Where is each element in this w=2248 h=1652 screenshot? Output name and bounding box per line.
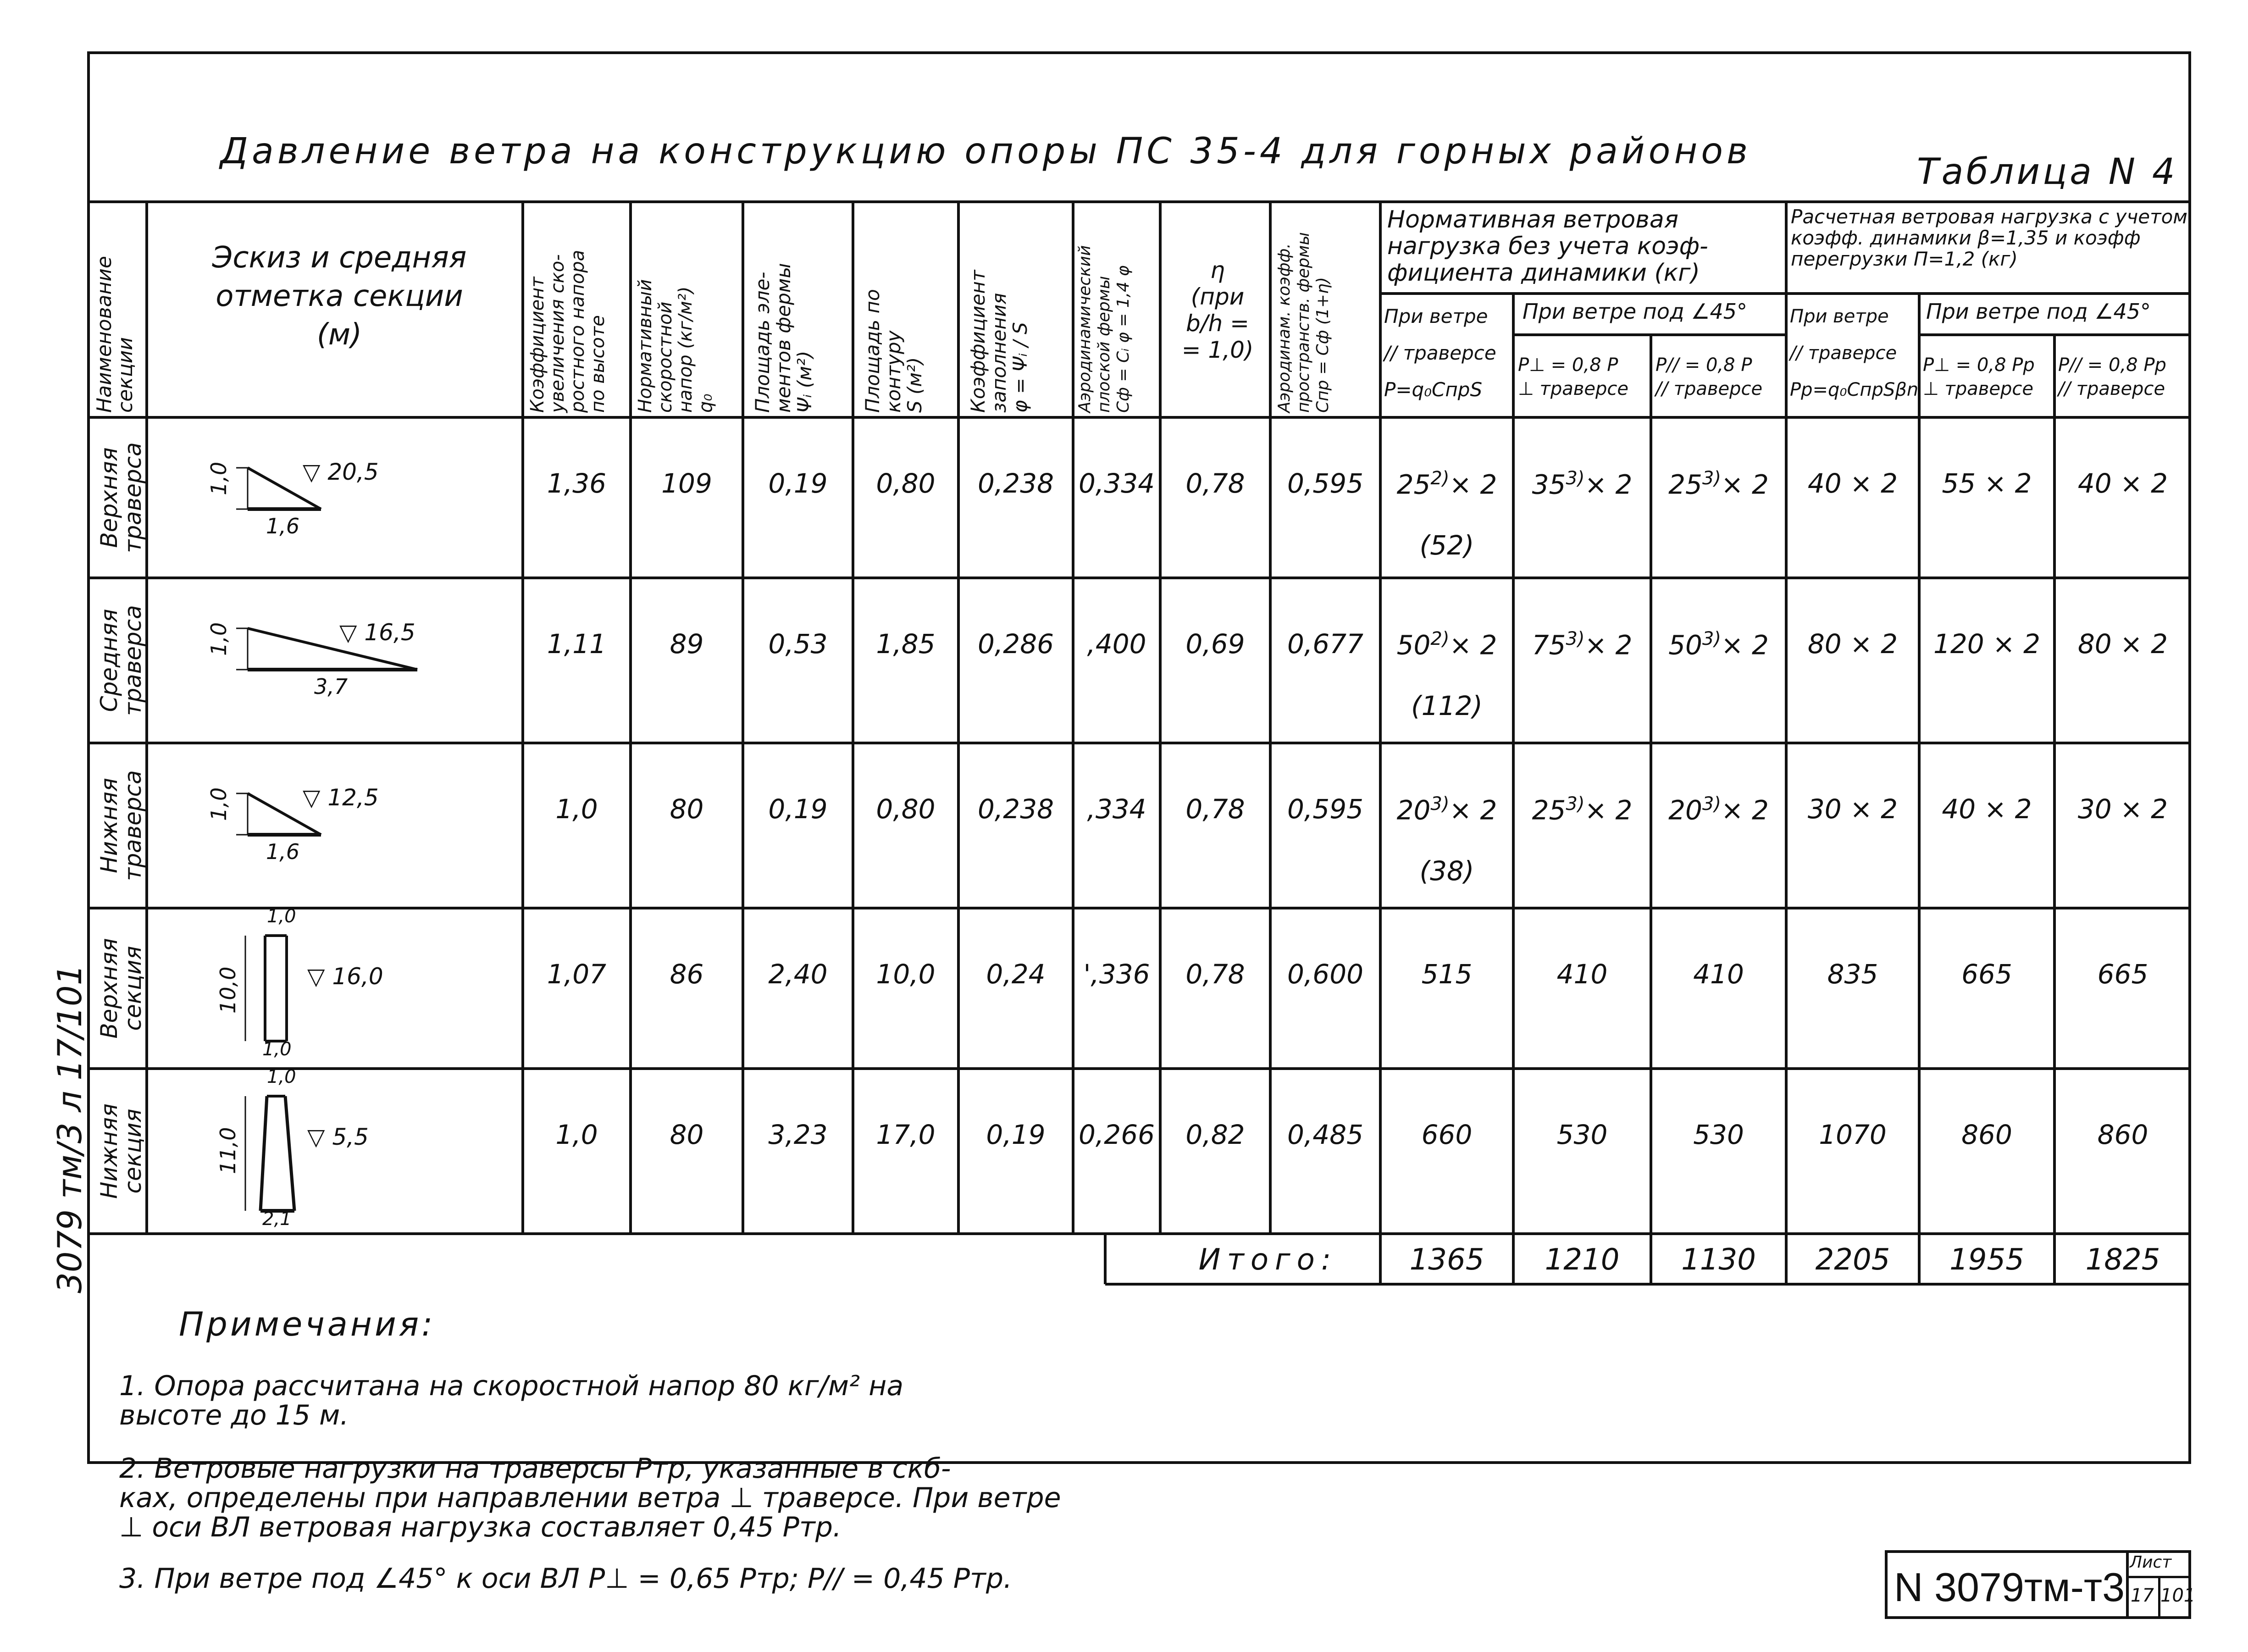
sketch-mark: ▽ 16,0 [307,963,383,990]
totals-label: Итого: [1198,1243,1338,1277]
sketch-width: 1,6 [266,839,300,864]
page-title: Давление ветра на конструкцию опоры ПС 35-4 для горных районов [220,131,1752,172]
sketch-mark: ▽ 20,5 [303,459,379,485]
load-multiplier: × 2 [1721,469,1769,500]
row-calc-load: 835 [1827,959,1878,990]
row-calc-load: 40 × 2 [2077,468,2168,499]
load-multiplier: × 2 [1721,629,1769,661]
row-value: 1,36 [547,468,607,499]
header-normative-group: Нормативная ветровая нагрузка без учета коэф-фициента динамики (кг) [1387,206,1708,287]
header-element-area: Площадь эле- ментов фермы Ψᵢ (м²) [751,263,816,413]
load-value: 20 [1668,794,1702,826]
side-label: 3079 тм/3 л 17/101 [50,964,89,1293]
section-sketch [147,578,523,743]
header-space-truss-coeff: Аэродинам. коэфф. пространств. фермы Cпр = Cф (1+η) [1275,232,1332,413]
section-sketch [147,1069,523,1234]
sketch-top-width: 1,0 [267,906,296,927]
row-section-name: Верхняя траверса [96,442,146,553]
row-value: ,400 [1087,628,1146,660]
load-multiplier: × 2 [1449,469,1497,500]
header-norm-parallel: При ветре // траверсе P=q₀CпрS [1384,305,1496,401]
sketch-mark: ▽ 12,5 [303,784,379,811]
load-value: 25 [1396,469,1431,500]
row-norm-load [1651,1119,1786,1150]
header-height-coeff: Коэффициент увеличения ско- ростного напора по высоте [527,249,609,413]
row-value: 0,80 [876,793,936,825]
drawing-number: N 3079тм-т3 [1894,1564,2125,1610]
sketch-height: 1,0 [206,787,231,821]
row-value: 0,24 [986,959,1046,990]
load-value: 410 [1556,959,1608,990]
row-value: 0,600 [1287,959,1364,990]
sketch-height: 11,0 [216,1127,240,1174]
load-footnote: 3) [1702,468,1721,489]
row-value: 109 [661,468,712,499]
row-value: 0,286 [977,628,1054,660]
row-value: 0,677 [1287,628,1364,660]
header-eta: η (при b/h = = 1,0) [1181,257,1254,363]
load-footnote: 3) [1702,628,1721,649]
row-calc-load: 30 × 2 [1807,793,1898,825]
load-multiplier: × 2 [1584,629,1633,661]
load-footnote: 2) [1430,468,1450,489]
row-norm-bracket: (112) [1411,690,1483,721]
row-value: 0,78 [1185,468,1245,499]
load-multiplier: × 2 [1449,629,1497,661]
load-value: 50 [1668,629,1702,661]
row-calc-load: 1070 [1819,1119,1887,1150]
row-value: 1,0 [555,1119,598,1150]
header-calc-par: P// = 0,8 Pp // траверсе [2058,355,2166,399]
row-norm-load [1513,1119,1651,1150]
row-calc-load: 40 × 2 [1807,468,1898,499]
row-calc-load: 665 [2097,959,2148,990]
header-flat-truss-coeff: Аэродинамический плоской фермы Cф = Cᵢ φ = 1,4 φ [1075,245,1133,413]
row-calc-load: 40 × 2 [1942,793,2032,825]
row-value: 1,85 [876,628,936,660]
row-value: 10,0 [876,959,936,990]
total-calc-perp: 1955 [1949,1243,2024,1277]
load-footnote: 3) [1430,793,1450,815]
row-value: 89 [670,628,704,660]
load-value: 50 [1396,629,1431,661]
row-calc-load: 55 × 2 [1942,468,2032,499]
table-number: Таблица N 4 [1917,151,2178,193]
row-norm-bracket: (52) [1419,530,1474,561]
load-footnote: 2) [1430,628,1450,649]
row-calc-load: 665 [1961,959,2012,990]
row-value: 0,78 [1185,959,1245,990]
row-section-name: Нижняя траверса [96,770,146,881]
row-norm-bracket: (38) [1419,855,1474,887]
row-norm-load [1380,1119,1513,1150]
row-value: 0,78 [1185,793,1245,825]
header-fill-coeff: Коэффициент заполнения φ = Ψᵢ / S [967,270,1031,413]
row-norm-load [1651,468,1786,500]
row-calc-load: 860 [2097,1119,2148,1150]
load-value: 515 [1421,959,1473,990]
notes-heading: Примечания: [179,1305,436,1343]
header-calc-45: При ветре под ∠45° [1926,299,2151,324]
row-value: 0,334 [1078,468,1155,499]
row-norm-load [1380,959,1513,990]
row-section-name: Средняя траверса [96,605,146,716]
load-footnote: 3) [1566,468,1585,489]
row-value: ',336 [1083,959,1150,990]
header-section-name: Наименование секции [93,256,137,413]
row-value: 80 [670,793,704,825]
total-norm-par: 1130 [1681,1243,1756,1277]
row-value: 1,07 [547,959,607,990]
sketch-width: 3,7 [314,674,348,699]
row-norm-load [1380,468,1513,500]
row-value: 0,238 [977,793,1054,825]
load-value: 25 [1668,469,1702,500]
row-norm-load [1651,793,1786,826]
header-norm-45: При ветре под ∠45° [1523,299,1748,324]
header-sketch: Эскиз и средняя отметка секции (м) [212,241,467,352]
load-value: 20 [1396,794,1431,826]
row-value: 3,23 [768,1119,828,1150]
load-multiplier: × 2 [1721,794,1769,826]
load-footnote: 3) [1566,793,1585,815]
load-footnote: 3) [1566,628,1585,649]
row-norm-load [1380,793,1513,826]
load-value: 25 [1532,794,1566,826]
header-calc-perp: P⊥ = 0,8 Pp ⊥ траверсе [1923,355,2035,399]
load-multiplier: × 2 [1449,794,1497,826]
row-value: 0,238 [977,468,1054,499]
sheet-label: Лист [2130,1553,2172,1572]
load-value: 530 [1693,1119,1744,1150]
header-norm-perp: P⊥ = 0,8 P ⊥ траверсе [1518,355,1628,399]
header-calc-parallel: При ветре // траверсе Pp=q₀CпрSβn [1790,306,1919,400]
header-velocity-pressure: Нормативный скоростной напор (кг/м²) q₀ [635,279,716,413]
sketch-height: 1,0 [206,622,231,656]
row-value: 80 [670,1119,704,1150]
row-calc-load: 860 [1961,1119,2012,1150]
row-calc-load: 80 × 2 [1807,628,1898,660]
row-value: 1,11 [547,628,607,660]
sketch-mark: ▽ 5,5 [307,1124,369,1150]
header-contour-area: Площадь по контуру S (м²) [861,289,926,413]
row-norm-load [1380,628,1513,660]
row-value: 0,19 [768,793,828,825]
title-stamp [1885,1550,2196,1619]
row-calc-load: 30 × 2 [2077,793,2168,825]
total-calc-par: 1825 [2085,1243,2160,1277]
total-norm-perp: 1210 [1545,1243,1620,1277]
note-1: 1. Опора рассчитана на скоростной напор 80 кг/м² на высоте до 15 м. [119,1370,904,1431]
sketch-top-width: 1,0 [267,1066,296,1087]
row-value: 0,19 [986,1119,1046,1150]
row-norm-load [1513,628,1651,660]
row-value: 0,595 [1287,468,1364,499]
row-value: 0,595 [1287,793,1364,825]
row-value: 0,485 [1287,1119,1364,1150]
row-norm-load [1651,959,1786,990]
sheet-number: 17 [2131,1585,2154,1606]
sheet-total: 101 [2160,1585,2196,1606]
header-norm-par: P// = 0,8 P // траверсе [1656,355,1763,399]
header-calculated-group: Расчетная ветровая нагрузка с учетом коэфф. динамики β=1,35 и коэфф перегрузки П=1,2 (кг) [1791,205,2187,270]
row-calc-load: 120 × 2 [1933,628,2041,660]
row-value: 0,19 [768,468,828,499]
load-value: 75 [1532,629,1566,661]
note-2: 2. Ветровые нагрузки на траверсы Pтр, указанные в скб- ках, определены при направлении ветра ⊥ траверсе. При ветре ⊥ оси ВЛ ветровая нагрузка составляет 0,45 Pтр. [119,1452,1061,1543]
row-value: 0,80 [876,468,936,499]
section-sketch [147,743,523,908]
sketch-mark: ▽ 16,5 [339,619,415,646]
load-value: 410 [1693,959,1744,990]
sketch-width: 2,1 [262,1209,292,1230]
row-section-name: Нижняя секция [96,1103,146,1199]
row-value: 0,82 [1185,1119,1245,1150]
sketch-height: 1,0 [206,461,231,495]
sketch-width: 1,6 [266,514,300,538]
load-multiplier: × 2 [1584,794,1633,826]
row-norm-load [1513,468,1651,500]
total-calc-parallel: 2205 [1815,1243,1890,1277]
sketch-width: 1,0 [262,1039,292,1060]
row-norm-load [1513,793,1651,826]
section-sketch [147,417,523,578]
note-3: 3. При ветре под ∠45° к оси ВЛ P⊥ = 0,65 Pтр; P// = 0,45 Pтр. [119,1563,1013,1595]
load-value: 35 [1532,469,1566,500]
load-value: 530 [1556,1119,1608,1150]
sketch-height: 10,0 [216,966,240,1014]
row-norm-load [1513,959,1651,990]
row-value: 86 [670,959,704,990]
load-footnote: 3) [1702,793,1721,815]
row-section-name: Верхняя секция [96,938,146,1039]
row-value: ,334 [1087,793,1146,825]
row-value: 1,0 [555,793,598,825]
row-value: 0,69 [1185,628,1245,660]
total-norm-parallel: 1365 [1409,1243,1484,1277]
row-value: 0,53 [768,628,828,660]
load-multiplier: × 2 [1584,469,1633,500]
row-calc-load: 80 × 2 [2077,628,2168,660]
load-value: 660 [1421,1119,1473,1150]
row-value: 2,40 [768,959,828,990]
row-norm-load [1651,628,1786,660]
row-value: 0,266 [1078,1119,1155,1150]
row-value: 17,0 [876,1119,936,1150]
